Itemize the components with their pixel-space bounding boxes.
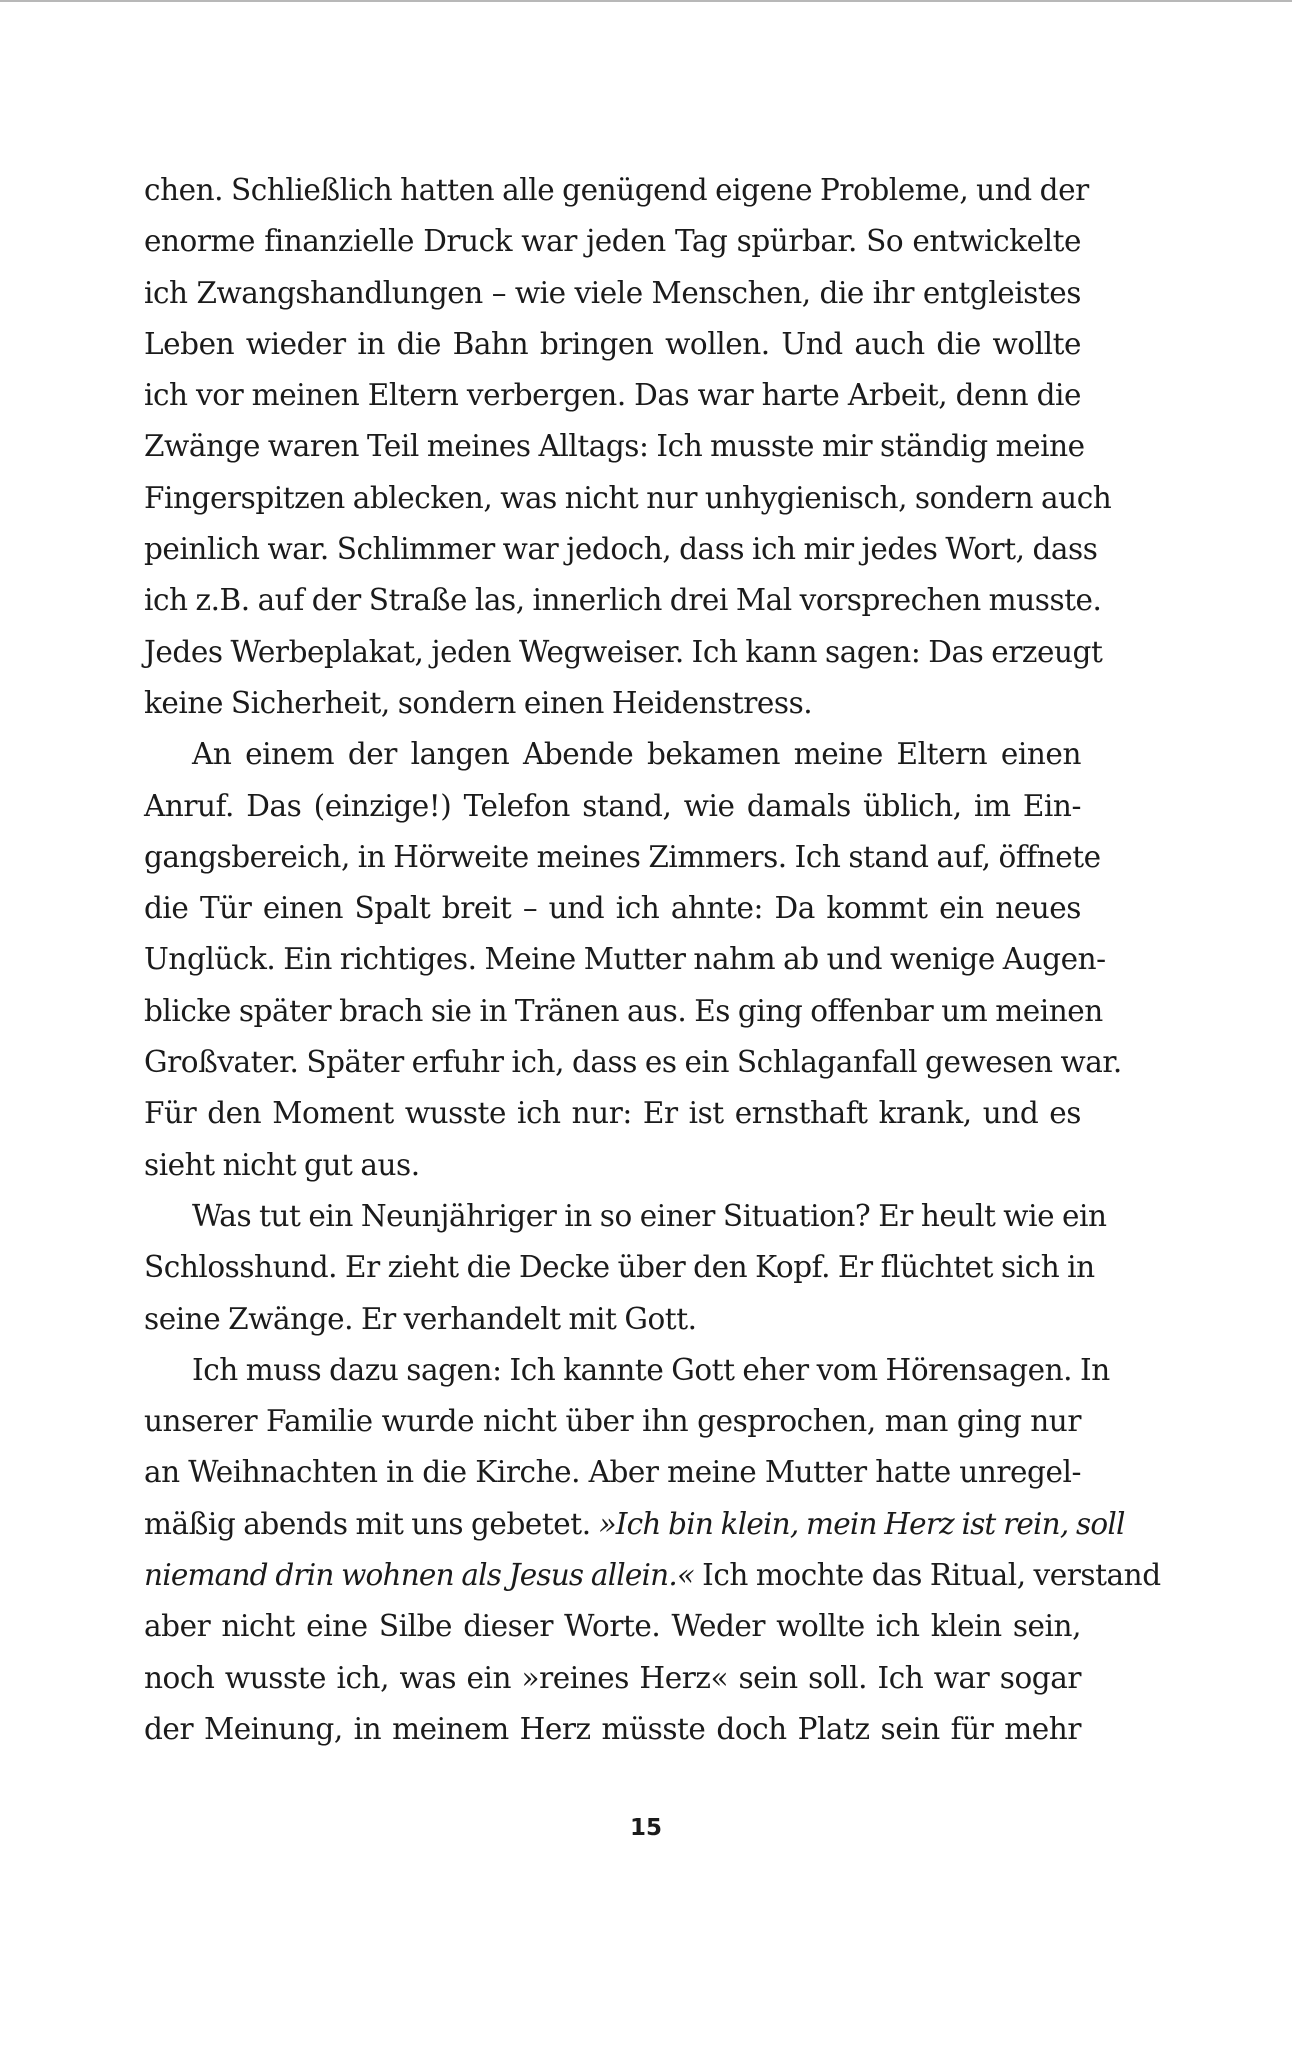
text-segment: mäßig abends mit uns gebetet.	[144, 1506, 599, 1541]
page-number: 15	[629, 1815, 662, 1841]
text-line: Was tut ein Neunjähriger in so einer Situation? Er heult wie ein	[192, 1198, 1107, 1233]
text-line: ich vor meinen Eltern verbergen. Das war harte Arbeit, denn die	[144, 378, 1081, 413]
text-line: Anruf. Das (einzige!) Telefon stand, wie damals üblich, im Ein-	[144, 788, 1081, 823]
text-line: Großvater. Später erfuhr ich, dass es ein Schlaganfall gewesen war.	[144, 1045, 1122, 1080]
text-line: chen. Schließlich hatten alle genügend eigene Probleme, und der	[144, 173, 1089, 207]
text-line: peinlich war. Schlimmer war jedoch, dass ich mir jedes Wort, dass	[144, 532, 1098, 567]
text-line: die Tür einen Spalt breit – und ich ahnte: Da kommt ein neues	[144, 891, 1081, 926]
text-line: sieht nicht gut aus.	[144, 1147, 420, 1182]
text-line: noch wusste ich, was ein »reines Herz« sein soll. Ich war sogar	[144, 1660, 1081, 1695]
text-line: Unglück. Ein richtiges. Meine Mutter nahm ab und wenige Augen-	[144, 942, 1106, 977]
prayer-quote-italic: niemand drin wohnen als Jesus allein.«	[144, 1558, 695, 1593]
text-line: Fingerspitzen ablecken, was nicht nur unhygienisch, sondern auch	[144, 480, 1112, 515]
text-segment: Ich mochte das Ritual, verstand	[694, 1558, 1161, 1593]
text-line: der Meinung, in meinem Herz müsste doch Platz sein für mehr	[144, 1711, 1081, 1746]
text-line: enorme finanzielle Druck war jeden Tag spürbar. So entwickelte	[144, 224, 1081, 259]
text-line-with-prayer-quote	[144, 1550, 1161, 1601]
text-line: blicke später brach sie in Tränen aus. Es ging offenbar um meinen	[144, 993, 1103, 1028]
text-line: Leben wieder in die Bahn bringen wollen. Und auch die wollte	[144, 326, 1081, 361]
text-line: gangsbereich, in Hörweite meines Zimmers. Ich stand auf, öffnete	[144, 839, 1101, 874]
page-top-border	[0, 0, 1292, 2]
text-line: Jedes Werbeplakat, jeden Wegweiser. Ich kann sagen: Das erzeugt	[144, 634, 1103, 669]
text-line-with-prayer-quote	[144, 1499, 1125, 1550]
text-line: An einem der langen Abende bekamen meine Eltern einen	[192, 737, 1081, 772]
text-line: aber nicht eine Silbe dieser Worte. Weder wollte ich klein sein,	[144, 1609, 1081, 1644]
text-line: keine Sicherheit, sondern einen Heidenstress.	[144, 685, 813, 720]
text-line: seine Zwänge. Er verhandelt mit Gott.	[144, 1301, 697, 1336]
text-line: Zwänge waren Teil meines Alltags: Ich musste mir ständig meine	[144, 429, 1085, 464]
prayer-quote-italic: »Ich bin klein, mein Herz ist rein, soll	[598, 1506, 1125, 1541]
text-line: an Weihnachten in die Kirche. Aber meine Mutter hatte unregel-	[144, 1455, 1081, 1490]
text-line: ich z.B. auf der Straße las, innerlich drei Mal vorsprechen musste.	[144, 583, 1102, 618]
text-line: ich Zwangshandlungen – wie viele Menschen, die ihr entgleistes	[144, 275, 1081, 310]
text-line: Schlosshund. Er zieht die Decke über den Kopf. Er flüchtet sich in	[144, 1250, 1095, 1285]
text-line: Ich muss dazu sagen: Ich kannte Gott eher vom Hörensagen. In	[192, 1352, 1110, 1387]
text-line: Für den Moment wusste ich nur: Er ist ernsthaft krank, und es	[144, 1096, 1081, 1131]
book-page-text	[144, 165, 1161, 1755]
text-line: unserer Familie wurde nicht über ihn gesprochen, man ging nur	[144, 1404, 1081, 1439]
